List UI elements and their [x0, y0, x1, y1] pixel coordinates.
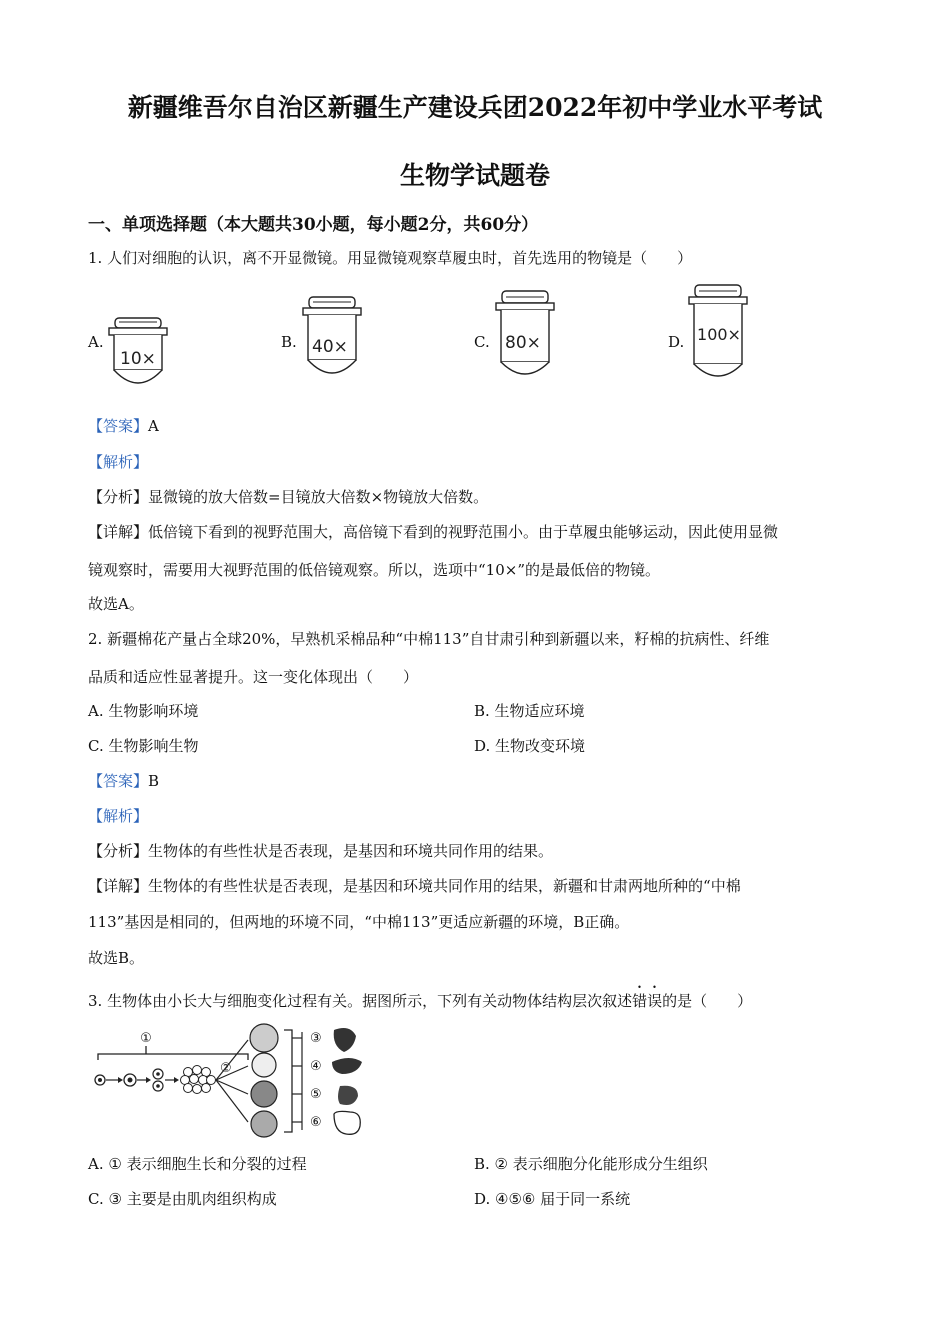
q3-stem-emphasis: 错误 [632, 992, 663, 1010]
tissue-icons [250, 1024, 278, 1137]
objective-lens-d-icon [686, 282, 750, 388]
q1-xiangjie-text-1: 低倍镜下看到的视野范围大，高倍镜下看到的视野范围小。由于草履虫能够运动，因此使用显微 [148, 523, 779, 541]
lens-d-magnification: 100× [697, 325, 741, 344]
q3-option-a: A. ① 表示细胞生长和分裂的过程 [88, 1155, 307, 1173]
answer-tag: 【答案】 [88, 417, 149, 435]
fenxi-tag: 【分析】 [88, 488, 149, 506]
q1-conclusion: 故选A。 [88, 595, 144, 613]
q2-fenxi [88, 841, 553, 861]
label-6: ⑥ [310, 1115, 322, 1130]
intestine-icon [334, 1111, 360, 1134]
q2-analysis-tag: 【解析】 [88, 807, 149, 825]
label-2: ② [220, 1061, 232, 1076]
q1-stem: 1. 人们对细胞的认识，离不开显微镜。用显微镜观察草履虫时，首先选用的物镜是（ ） [88, 249, 693, 267]
q1-option-c-label: C. [474, 333, 490, 351]
q2-answer-value: B [148, 772, 160, 790]
xiangjie-tag: 【详解】 [88, 877, 149, 895]
heart-icon [334, 1028, 356, 1052]
stomach-icon [338, 1086, 358, 1105]
q1-xiangjie-line1 [88, 522, 778, 542]
answer-tag: 【答案】 [88, 772, 149, 790]
q2-xiangjie-line2: 113”基因是相同的，但两地的环境不同，“中棉113”更适应新疆的环境，B正确。 [88, 913, 630, 931]
objective-lens-c-icon [493, 288, 557, 386]
xiangjie-tag: 【详解】 [88, 523, 149, 541]
q1-option-d-label: D. [668, 333, 685, 351]
label-1: ① [140, 1031, 152, 1046]
liver-icon [332, 1058, 362, 1074]
q1-xiangjie-line2: 镜观察时，需要用大视野范围的低倍镜观察。所以，选项中“10×”的是最低倍的物镜。 [88, 561, 660, 579]
page-subtitle: 生物学试题卷 [399, 161, 550, 190]
q1-option-a-label: A. [88, 333, 104, 351]
objective-lens-b-icon [300, 294, 364, 386]
q1-analysis-tag: 【解析】 [88, 453, 149, 471]
growing-cell-icon [124, 1074, 136, 1086]
q3-option-d: D. ④⑤⑥ 届于同一系统 [474, 1190, 631, 1208]
lens-b-magnification: 40× [312, 337, 348, 357]
q3-stem-after: 的是（ ） [662, 992, 753, 1010]
lens-c-magnification: 80× [505, 333, 541, 353]
q2-fenxi-text: 生物体的有些性状是否表现，是基因和环境共同作用的结果。 [148, 842, 554, 860]
q2-xiangjie-line1 [88, 876, 741, 896]
q3-option-c: C. ③ 主要是由肌肉组织构成 [88, 1190, 277, 1208]
q2-option-a: A. 生物影响环境 [88, 702, 199, 720]
q3-stem-before: 3. 生物体由小长大与细胞变化过程有关。据图所示，下列有关动物体结构层次叙述 [88, 992, 633, 1010]
fenxi-tag: 【分析】 [88, 842, 149, 860]
q2-xiangjie-text-1: 生物体的有些性状是否表现，是基因和环境共同作用的结果，新疆和甘肃两地所种的“中棉 [148, 877, 741, 895]
q2-answer [88, 771, 159, 791]
objective-lens-a-icon [106, 314, 170, 398]
q2-stem-line1: 2. 新疆棉花产量占全球20%，早熟机采棉品种“中棉113”自甘肃引种到新疆以来，籽棉的抗病性、纤维 [88, 630, 770, 648]
q2-conclusion: 故选B。 [88, 949, 145, 967]
q3-option-b: B. ② 表示细胞分化能形成分生组织 [474, 1155, 708, 1173]
section-heading: 一、单项选择题（本大题共30小题，每小题2分，共60分） [88, 215, 539, 235]
cell-development-diagram [88, 1022, 378, 1146]
two-cells-icon [153, 1069, 163, 1091]
q2-option-c: C. 生物影响生物 [88, 737, 199, 755]
q1-option-b-label: B. [281, 333, 297, 351]
single-cell-icon [95, 1075, 105, 1085]
q2-option-b: B. 生物适应环境 [474, 702, 585, 720]
q1-answer [88, 416, 159, 436]
lens-a-magnification: 10× [120, 349, 156, 369]
q2-stem-line2: 品质和适应性显著提升。这一变化体现出（ ） [88, 668, 419, 686]
q1-answer-value: A [148, 417, 159, 435]
q1-fenxi-text: 显微镜的放大倍数=目镜放大倍数×物镜放大倍数。 [148, 488, 489, 506]
label-4: ④ [310, 1059, 322, 1074]
q1-fenxi [88, 487, 488, 507]
label-5: ⑤ [310, 1087, 322, 1102]
label-3: ③ [310, 1031, 322, 1046]
q2-option-d: D. 生物改变环境 [474, 737, 586, 755]
cell-cluster-icon [181, 1066, 216, 1094]
q3-stem [88, 983, 752, 1011]
page-title: 新疆维吾尔自治区新疆生产建设兵团2022年初中学业水平考试 [127, 93, 823, 122]
